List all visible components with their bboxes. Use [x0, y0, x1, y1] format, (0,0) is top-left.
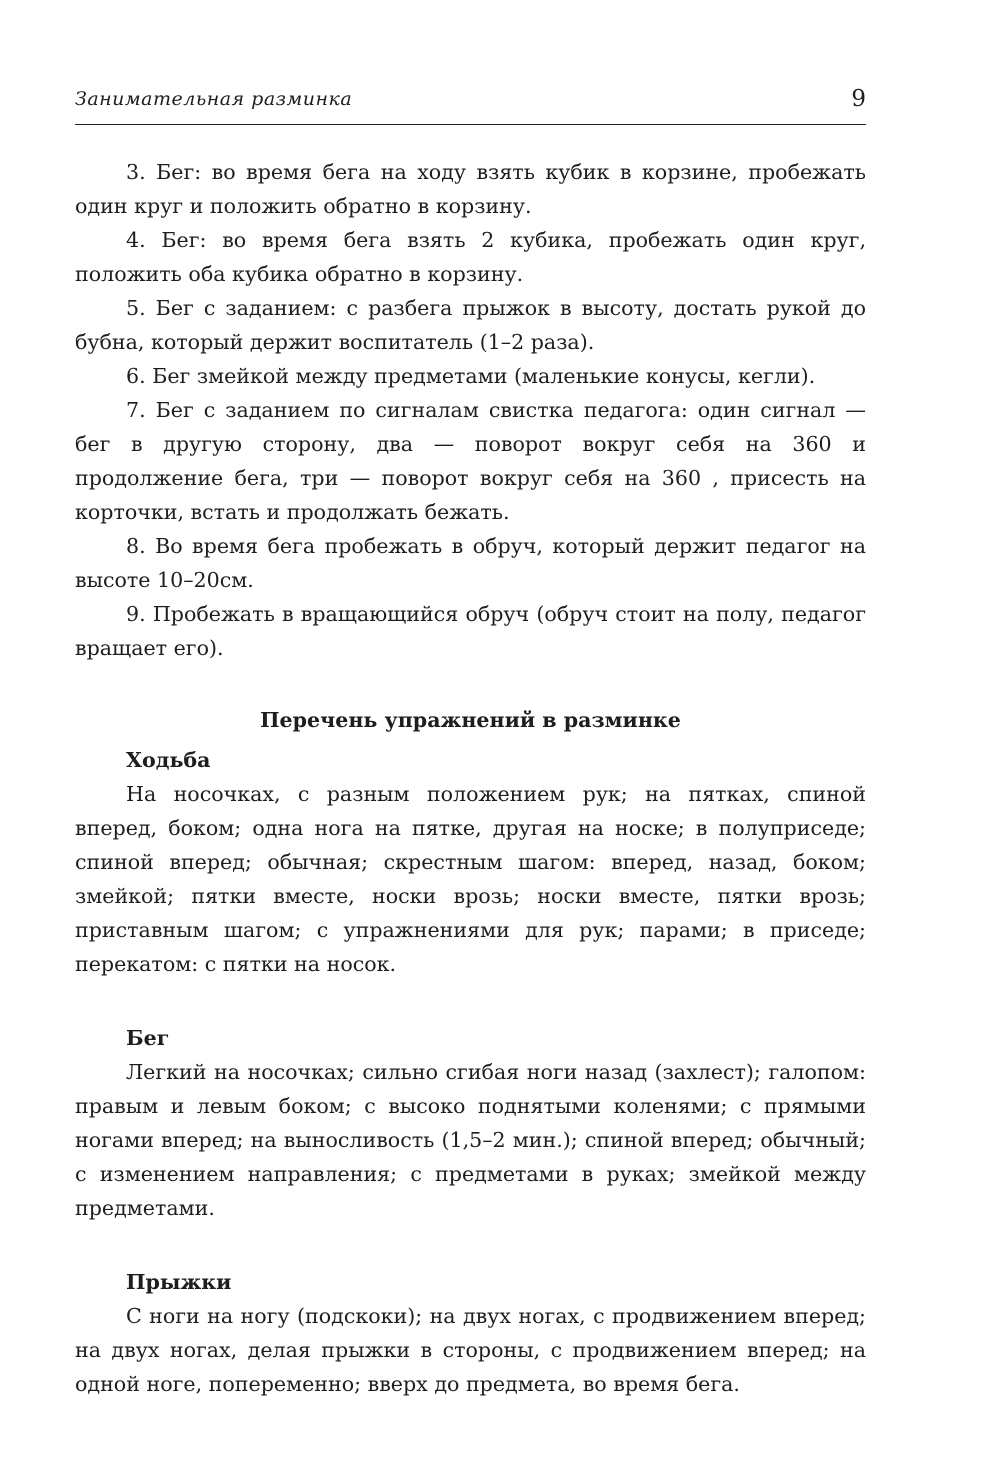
subsection-heading: Ходьба: [126, 748, 211, 772]
list-item: 7. Бег с заданием по сигналам свистка педагога: один сигнал — бег в другую сторону, два — поворот вокруг себя на 360 и продолжение бега, три — поворот вокруг себя на 360 , присесть на корточки, встать и продолжать бежать.: [75, 398, 866, 524]
page-content: [75, 155, 866, 1401]
subsection-text: Легкий на носочках; сильно сгибая ноги назад (захлест); галопом: правым и левым боком; с высоко поднятыми коленями; с прямыми ногами вперед; на выносливость (1,5–2 мин.); спиной вперед; обычный; с изменением направления; с предметами в руках; змейкой между предметами.: [75, 1060, 866, 1220]
spacer: [75, 1225, 866, 1259]
list-item: 8. Во время бега пробежать в обруч, который держит педагог на высоте 10–20см.: [75, 534, 866, 592]
list-item: 6. Бег змейкой между предметами (маленькие конусы, кегли).: [126, 364, 816, 388]
subsection-text: На носочках, с разным положением рук; на пятках, спиной вперед, боком; одна нога на пятке, другая на носке; в полуприседе; спиной вперед; обычная; скрестным шагом: вперед, назад, боком; змейкой; пятки вместе, носки врозь; носки вместе, пятки врозь; приставным шагом; с упражнениями для рук; парами; в приседе; перекатом: с пятки на носок.: [75, 782, 866, 976]
subsection-text: С ноги на ногу (подскоки); на двух ногах, с продвижением вперед; на двух ногах, делая прыжки в стороны, с продвижением вперед; на одной ноге, попеременно; вверх до предмета, во время бега.: [75, 1304, 866, 1396]
subsection-jumping: [75, 1265, 866, 1401]
page-header: [75, 88, 866, 125]
page-number: 9: [851, 86, 866, 112]
section-title: Перечень упражнений в разминке: [260, 708, 681, 732]
list-item: 5. Бег с заданием: с разбега прыжок в высоту, достать рукой до бубна, который держит воспитатель (1–2 раза).: [75, 296, 866, 354]
list-item: 4. Бег: во время бега взять 2 кубика, пробежать один круг, положить оба кубика обратно в корзину.: [75, 228, 866, 286]
subsection-heading: Прыжки: [126, 1270, 232, 1294]
list-item: 3. Бег: во время бега на ходу взять кубик в корзине, пробежать один круг и положить обратно в корзину.: [75, 160, 866, 218]
subsection-walking: [75, 743, 866, 981]
list-item: 9. Пробежать в вращающийся обруч (обруч стоит на полу, педагог вращает его).: [75, 602, 866, 660]
subsection-running: [75, 1021, 866, 1225]
subsection-heading: Бег: [126, 1026, 170, 1050]
running-title: Занимательная разминка: [75, 88, 353, 110]
spacer: [75, 981, 866, 1015]
